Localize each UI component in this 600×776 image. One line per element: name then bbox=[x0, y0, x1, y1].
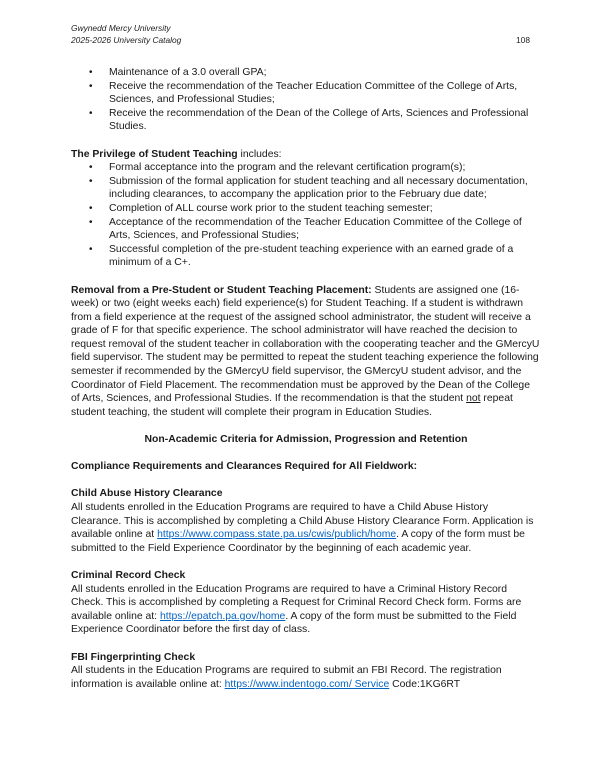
removal-paragraph: Removal from a Pre-Student or Student Teaching Placement: Students are assigned one (16-week) or two (eight weeks each) field experience(s) for Student Teaching. If a student is withdrawn from a field experience at the request of the assigned school administrator, the student will receive a grade of F for that specific experience. The school administrator will have reached the decision to request removal of the student teacher in collaboration with the cooperating teacher and the GMercyU field supervisor. The student may be permitted to repeat the student teaching experience the following semester if recommended by the GMercyU field supervisor, the GMercyU student advisor, and the Coordinator of Field Placement. The recommendation must be approved by the Dean of the College of Arts, Sciences, and Professional Studies. If the recommendation is that the student not repeat student teaching, the student will complete their program in Education Studies. bbox=[71, 284, 540, 418]
list-item: • Formal acceptance into the program and the relevant certification program(s); bbox=[89, 161, 541, 175]
header-catalog: 2025-2026 University Catalog bbox=[71, 35, 182, 45]
removal-heading: Removal from a Pre-Student or Student Teaching Placement: bbox=[71, 284, 372, 296]
criminal-heading: Criminal Record Check bbox=[71, 569, 186, 581]
list-item: • Submission of the formal application for student teaching and all necessary documentation, including clearances, to accompany the application prior to the February due date; bbox=[89, 175, 541, 202]
non-academic-heading: Non-Academic Criteria for Admission, Progression and Retention bbox=[144, 434, 468, 446]
privilege-intro: The Privilege of Student Teaching includes: bbox=[71, 148, 282, 160]
running-header bbox=[71, 22, 181, 46]
list-item: • Acceptance of the recommendation of the Teacher Education Committee of the College of Arts, Sciences, and Professional Studies; bbox=[89, 216, 541, 243]
list-item: • Successful completion of the pre-student teaching experience with an earned grade of a minimum of a C+. bbox=[89, 243, 541, 270]
requirements-list bbox=[89, 66, 541, 134]
fbi-link[interactable]: https://www.indentogo.com/ Service bbox=[224, 678, 390, 690]
fbi-heading: FBI Fingerprinting Check bbox=[71, 651, 196, 663]
header-institution: Gwynedd Mercy University bbox=[71, 23, 171, 33]
compliance-heading: Compliance Requirements and Clearances Required for All Fieldwork: bbox=[71, 461, 418, 473]
child-abuse-heading: Child Abuse History Clearance bbox=[71, 488, 223, 500]
page-body bbox=[71, 66, 541, 691]
child-abuse-paragraph: All students enrolled in the Education Programs are required to have a Child Abuse History Clearance. This is accomplished by completing a Child Abuse History Clearance Form. Application is available online at https://www.compass.state.pa.us/cwis/publich/home. A copy of the form must be submitted to the Field Experience Coordinator by the beginning of each academic year. bbox=[71, 502, 534, 554]
page-number: 108 bbox=[516, 35, 530, 45]
fbi-paragraph: All students in the Education Programs are required to submit an FBI Record. The registration information is available online at: https://www.indentogo.com/ Service Code:1KG6RT bbox=[71, 665, 502, 690]
criminal-link[interactable]: https://epatch.pa.gov/home bbox=[159, 610, 286, 622]
criminal-paragraph: All students enrolled in the Education Programs are required to have a Criminal History Record Check. This is accomplished by completing a Request for Criminal Record Check form. Forms are available online at: https://epatch.pa.gov/home. A copy of the form must be submitted to the Field Experience Coordinator before the first day of class. bbox=[71, 583, 522, 636]
child-abuse-link[interactable]: https://www.compass.state.pa.us/cwis/publich/home bbox=[157, 529, 397, 541]
list-item: • Maintenance of a 3.0 overall GPA; bbox=[89, 66, 541, 80]
list-item: • Receive the recommendation of the Dean of the College of Arts, Sciences and Professional Studies. bbox=[89, 107, 541, 134]
underlined-not: not bbox=[466, 393, 481, 405]
list-item: • Completion of ALL course work prior to the student teaching semester; bbox=[89, 202, 541, 216]
privilege-list bbox=[89, 161, 541, 270]
list-item: • Receive the recommendation of the Teacher Education Committee of the College of Arts, Sciences, and Professional Studies; bbox=[89, 80, 541, 107]
privilege-heading: The Privilege of Student Teaching bbox=[71, 148, 238, 160]
